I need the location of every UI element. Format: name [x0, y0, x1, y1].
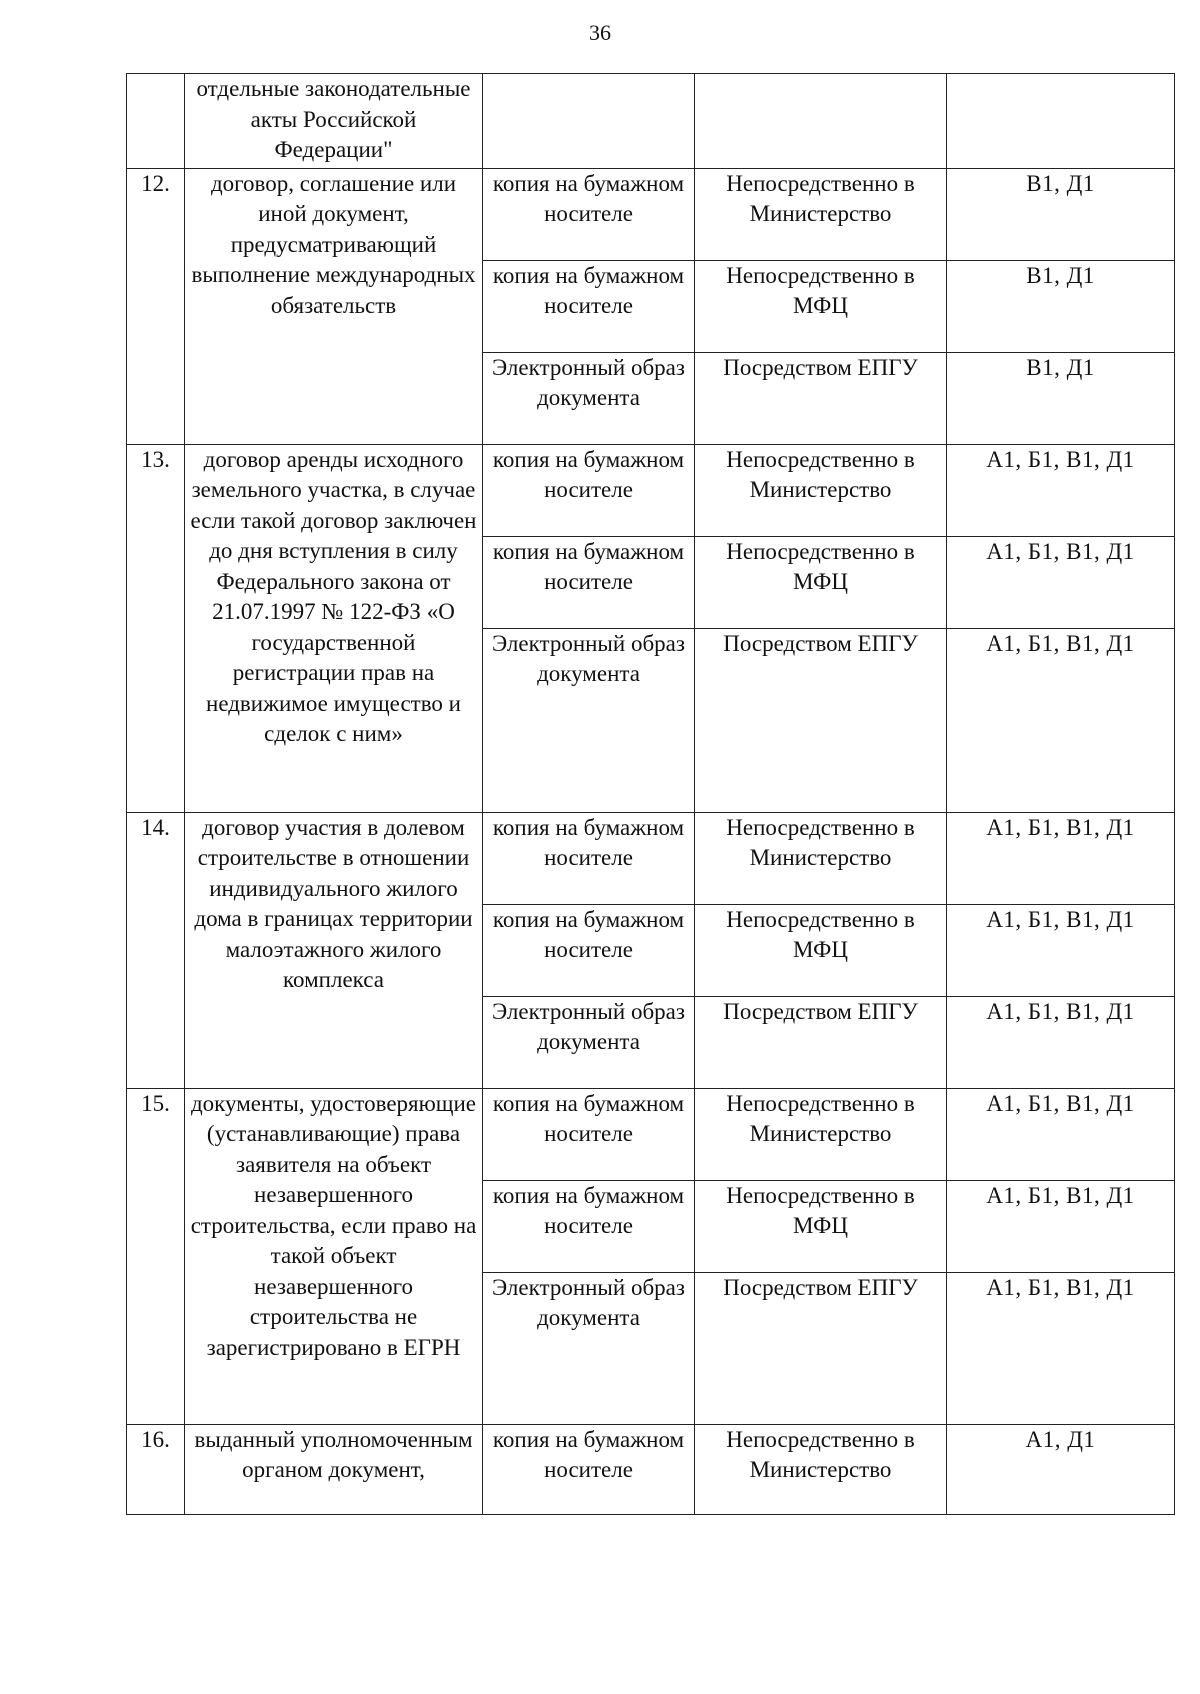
submission-method: Непосредственно в МФЦ	[695, 260, 947, 352]
variant-codes	[947, 74, 1175, 169]
variant-codes: В1, Д1	[947, 168, 1175, 260]
variant-codes: А1, Б1, В1, Д1	[947, 812, 1175, 904]
document-form: копия на бумажном носителе	[483, 168, 695, 260]
submission-method: Непосредственно в МФЦ	[695, 904, 947, 996]
document-form: Электронный образ документа	[483, 628, 695, 812]
variant-codes: А1, Б1, В1, Д1	[947, 1088, 1175, 1180]
document-form: копия на бумажном носителе	[483, 536, 695, 628]
row-number: 14.	[127, 812, 185, 1088]
document-form	[483, 74, 695, 169]
variant-codes: А1, Б1, В1, Д1	[947, 1180, 1175, 1272]
document-form: копия на бумажном носителе	[483, 812, 695, 904]
document-name: документы, удостоверяющие (устанавливающие) права заявителя на объект незавершенного строительства, если право на такой объект незавершенного строительства не зарегистрировано в ЕГРН	[185, 1088, 483, 1424]
submission-method: Непосредственно в Министерство	[695, 444, 947, 536]
document-form: Электронный образ документа	[483, 352, 695, 444]
table-row	[127, 74, 1175, 169]
document-form: копия на бумажном носителе	[483, 1088, 695, 1180]
row-number: 15.	[127, 1088, 185, 1424]
row-number: 16.	[127, 1424, 185, 1514]
row-number	[127, 74, 185, 169]
variant-codes: А1, Б1, В1, Д1	[947, 444, 1175, 536]
variant-codes: А1, Б1, В1, Д1	[947, 536, 1175, 628]
submission-method: Посредством ЕПГУ	[695, 996, 947, 1088]
document-form: копия на бумажном носителе	[483, 1424, 695, 1514]
page-number: 36	[589, 20, 611, 45]
submission-method: Посредством ЕПГУ	[695, 628, 947, 812]
submission-method	[695, 74, 947, 169]
submission-method: Непосредственно в Министерство	[695, 168, 947, 260]
document-name: договор участия в долевом строительстве в отношении индивидуального жилого дома в границах территории малоэтажного жилого комплекса	[185, 812, 483, 1088]
document-form: Электронный образ документа	[483, 996, 695, 1088]
documents-table	[126, 73, 1175, 1515]
submission-method: Непосредственно в МФЦ	[695, 536, 947, 628]
variant-codes: А1, Д1	[947, 1424, 1175, 1514]
submission-method: Непосредственно в МФЦ	[695, 1180, 947, 1272]
document-form: Электронный образ документа	[483, 1272, 695, 1424]
table-row	[127, 1424, 1175, 1514]
variant-codes: В1, Д1	[947, 260, 1175, 352]
variant-codes: А1, Б1, В1, Д1	[947, 904, 1175, 996]
variant-codes: А1, Б1, В1, Д1	[947, 996, 1175, 1088]
document-name: выданный уполномоченным органом документ,	[185, 1424, 483, 1514]
table-row	[127, 812, 1175, 904]
document-form: копия на бумажном носителе	[483, 444, 695, 536]
document-form: копия на бумажном носителе	[483, 904, 695, 996]
table-row	[127, 168, 1175, 260]
variant-codes: В1, Д1	[947, 352, 1175, 444]
document-form: копия на бумажном носителе	[483, 1180, 695, 1272]
submission-method: Непосредственно в Министерство	[695, 1088, 947, 1180]
table-row	[127, 1088, 1175, 1180]
row-number: 13.	[127, 444, 185, 812]
document-name: договор аренды исходного земельного участка, в случае если такой договор заключен до дня вступления в силу Федерального закона от 21.07.1997 № 122-ФЗ «О государственной регистрации прав на недвижимое имущество и сделок с ним»	[185, 444, 483, 812]
variant-codes: А1, Б1, В1, Д1	[947, 1272, 1175, 1424]
document-name: отдельные законодательные акты Российской Федерации"	[185, 74, 483, 169]
submission-method: Непосредственно в Министерство	[695, 812, 947, 904]
row-number: 12.	[127, 168, 185, 444]
variant-codes: А1, Б1, В1, Д1	[947, 628, 1175, 812]
submission-method: Непосредственно в Министерство	[695, 1424, 947, 1514]
submission-method: Посредством ЕПГУ	[695, 1272, 947, 1424]
table-row	[127, 444, 1175, 536]
submission-method: Посредством ЕПГУ	[695, 352, 947, 444]
document-name: договор, соглашение или иной документ, предусматривающий выполнение международных обязательств	[185, 168, 483, 444]
document-form: копия на бумажном носителе	[483, 260, 695, 352]
